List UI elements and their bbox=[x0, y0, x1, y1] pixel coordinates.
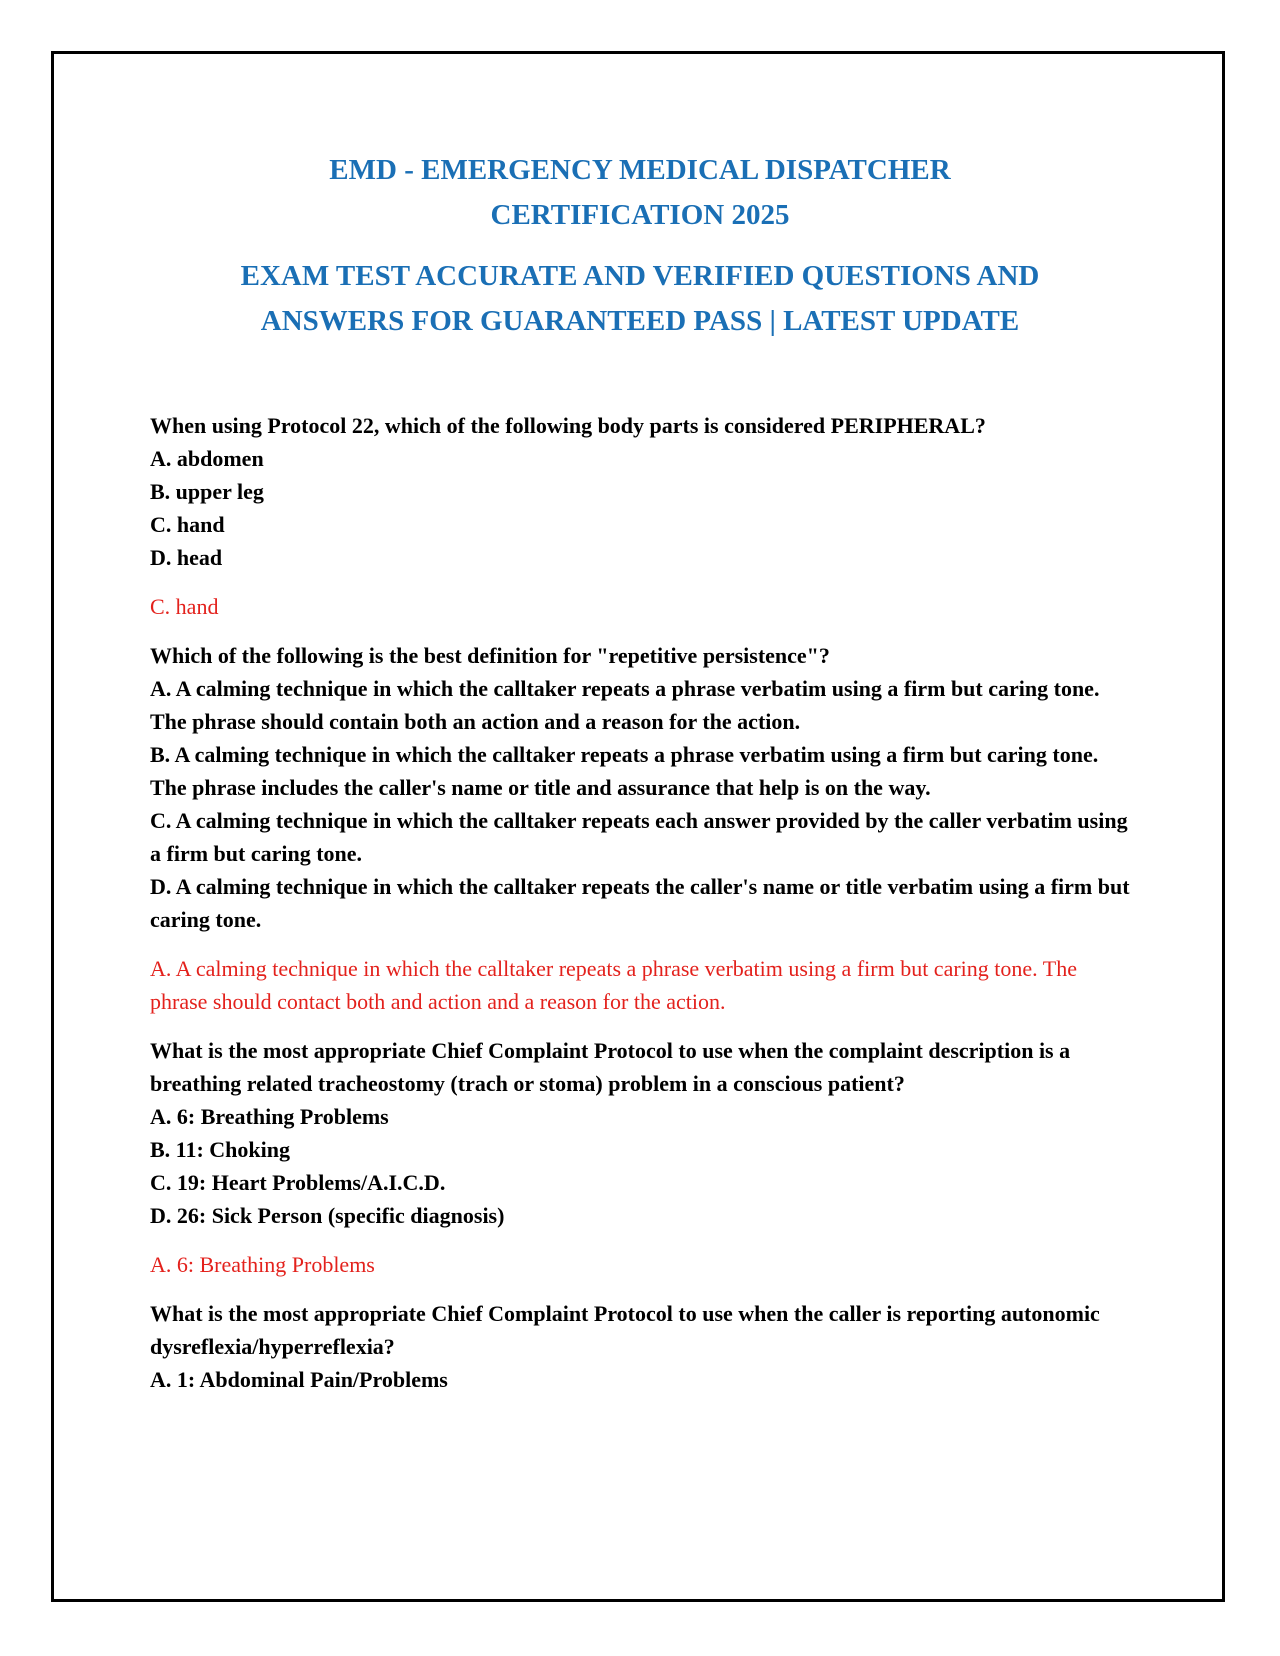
answer-option: A. abdomen bbox=[150, 446, 264, 471]
correct-answer: A. 6: Breathing Problems bbox=[150, 1252, 375, 1277]
question-block bbox=[150, 1034, 1132, 1232]
subtitle-line-2: ANSWERS FOR GUARANTEED PASS | LATEST UPDATE bbox=[260, 305, 1020, 337]
document-subtitle bbox=[150, 254, 1130, 344]
correct-answer: A. A calming technique in which the calltaker repeats a phrase verbatim using a firm but caring tone. The phrase should contact both and action and a reason for the action. bbox=[150, 956, 1077, 1014]
question-text: What is the most appropriate Chief Complaint Protocol to use when the caller is reporting autonomic dysreflexia/hyperreflexia? bbox=[150, 1301, 1100, 1359]
question-text: Which of the following is the best definition for "repetitive persistence"? bbox=[150, 643, 830, 668]
question-text: What is the most appropriate Chief Complaint Protocol to use when the complaint description is a breathing related tracheostomy (trach or stoma) problem in a conscious patient? bbox=[150, 1038, 1071, 1096]
question-text: When using Protocol 22, which of the following body parts is considered PERIPHERAL? bbox=[150, 413, 986, 438]
question-list bbox=[150, 409, 1132, 1396]
question-block bbox=[150, 639, 1132, 936]
document-title bbox=[150, 148, 1130, 238]
answer-option: A. 6: Breathing Problems bbox=[150, 1104, 389, 1129]
answer-option: C. A calming technique in which the calltaker repeats each answer provided by the caller verbatim using a firm but caring tone. bbox=[150, 808, 1128, 866]
question-block bbox=[150, 1297, 1132, 1396]
correct-answer: C. hand bbox=[150, 594, 219, 619]
answer-option: D. 26: Sick Person (specific diagnosis) bbox=[150, 1203, 505, 1228]
answer-option: B. upper leg bbox=[150, 479, 264, 504]
answer-option: D. A calming technique in which the calltaker repeats the caller's name or title verbatim using a firm but caring tone. bbox=[150, 874, 1130, 932]
answer-option: C. 19: Heart Problems/A.I.C.D. bbox=[150, 1170, 446, 1195]
answer-option: A. 1: Abdominal Pain/Problems bbox=[150, 1367, 448, 1392]
question-block bbox=[150, 409, 1132, 574]
answer-option: C. hand bbox=[150, 512, 225, 537]
answer-option: D. head bbox=[150, 545, 223, 570]
answer-option: B. 11: Choking bbox=[150, 1137, 290, 1162]
title-line-1: EMD - EMERGENCY MEDICAL DISPATCHER bbox=[329, 154, 951, 186]
answer-option: B. A calming technique in which the calltaker repeats a phrase verbatim using a firm but caring tone. The phrase includes the caller's name or title and assurance that help is on the way. bbox=[150, 742, 1099, 800]
title-line-2: CERTIFICATION 2025 bbox=[490, 199, 790, 231]
subtitle-line-1: EXAM TEST ACCURATE AND VERIFIED QUESTIONS AND bbox=[240, 260, 1040, 292]
answer-option: A. A calming technique in which the calltaker repeats a phrase verbatim using a firm but caring tone. The phrase should contain both an action and a reason for the action. bbox=[150, 676, 1100, 734]
